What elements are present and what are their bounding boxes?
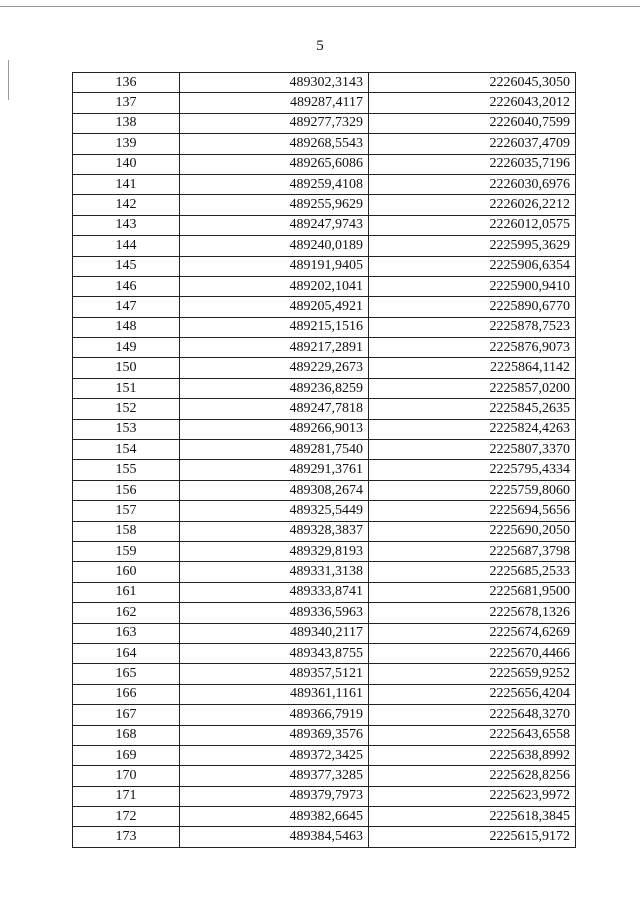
y-coordinate-cell: 2225795,4334 — [369, 460, 576, 480]
x-coordinate-cell: 489343,8755 — [180, 643, 369, 663]
table-row — [73, 256, 576, 276]
table-row — [73, 236, 576, 256]
x-coordinate-cell: 489369,3576 — [180, 725, 369, 745]
table-row — [73, 378, 576, 398]
x-coordinate-cell: 489384,5463 — [180, 827, 369, 847]
y-coordinate-cell: 2226030,6976 — [369, 174, 576, 194]
y-coordinate-cell: 2225690,2050 — [369, 521, 576, 541]
y-coordinate-cell: 2225674,6269 — [369, 623, 576, 643]
y-coordinate-cell: 2225824,4263 — [369, 419, 576, 439]
x-coordinate-cell: 489281,7540 — [180, 440, 369, 460]
point-number-cell: 150 — [73, 358, 180, 378]
y-coordinate-cell: 2226040,7599 — [369, 113, 576, 133]
y-coordinate-cell: 2225694,5656 — [369, 501, 576, 521]
point-number-cell: 164 — [73, 643, 180, 663]
table-row — [73, 113, 576, 133]
point-number-cell: 140 — [73, 154, 180, 174]
y-coordinate-cell: 2226037,4709 — [369, 134, 576, 154]
x-coordinate-cell: 489340,2117 — [180, 623, 369, 643]
y-coordinate-cell: 2226026,2212 — [369, 195, 576, 215]
x-coordinate-cell: 489205,4921 — [180, 297, 369, 317]
table-row — [73, 827, 576, 847]
x-coordinate-cell: 489191,9405 — [180, 256, 369, 276]
table-row — [73, 807, 576, 827]
table-row — [73, 134, 576, 154]
point-number-cell: 141 — [73, 174, 180, 194]
point-number-cell: 161 — [73, 582, 180, 602]
y-coordinate-cell: 2225638,8992 — [369, 745, 576, 765]
table-row — [73, 603, 576, 623]
y-coordinate-cell: 2225890,6770 — [369, 297, 576, 317]
table-row — [73, 276, 576, 296]
table-row — [73, 195, 576, 215]
y-coordinate-cell: 2226045,3050 — [369, 73, 576, 93]
y-coordinate-cell: 2225876,9073 — [369, 338, 576, 358]
point-number-cell: 142 — [73, 195, 180, 215]
x-coordinate-cell: 489268,5543 — [180, 134, 369, 154]
table-row — [73, 643, 576, 663]
x-coordinate-cell: 489302,3143 — [180, 73, 369, 93]
y-coordinate-cell: 2225845,2635 — [369, 399, 576, 419]
y-coordinate-cell: 2225759,8060 — [369, 480, 576, 500]
y-coordinate-cell: 2225995,3629 — [369, 236, 576, 256]
x-coordinate-cell: 489255,9629 — [180, 195, 369, 215]
y-coordinate-cell: 2225681,9500 — [369, 582, 576, 602]
point-number-cell: 168 — [73, 725, 180, 745]
y-coordinate-cell: 2225807,3370 — [369, 440, 576, 460]
x-coordinate-cell: 489333,8741 — [180, 582, 369, 602]
point-number-cell: 149 — [73, 338, 180, 358]
point-number-cell: 144 — [73, 236, 180, 256]
table-row — [73, 562, 576, 582]
y-coordinate-cell: 2225643,6558 — [369, 725, 576, 745]
x-coordinate-cell: 489277,7329 — [180, 113, 369, 133]
point-number-cell: 165 — [73, 664, 180, 684]
x-coordinate-cell: 489366,7919 — [180, 705, 369, 725]
y-coordinate-cell: 2225906,6354 — [369, 256, 576, 276]
point-number-cell: 151 — [73, 378, 180, 398]
y-coordinate-cell: 2225670,4466 — [369, 643, 576, 663]
table-row — [73, 399, 576, 419]
y-coordinate-cell: 2226012,0575 — [369, 215, 576, 235]
x-coordinate-cell: 489291,3761 — [180, 460, 369, 480]
point-number-cell: 136 — [73, 73, 180, 93]
point-number-cell: 170 — [73, 766, 180, 786]
x-coordinate-cell: 489229,2673 — [180, 358, 369, 378]
point-number-cell: 139 — [73, 134, 180, 154]
y-coordinate-cell: 2225618,3845 — [369, 807, 576, 827]
x-coordinate-cell: 489382,6645 — [180, 807, 369, 827]
table-row — [73, 745, 576, 765]
table-row — [73, 73, 576, 93]
x-coordinate-cell: 489259,4108 — [180, 174, 369, 194]
table-row — [73, 684, 576, 704]
point-number-cell: 159 — [73, 541, 180, 561]
point-number-cell: 173 — [73, 827, 180, 847]
point-number-cell: 154 — [73, 440, 180, 460]
x-coordinate-cell: 489325,5449 — [180, 501, 369, 521]
x-coordinate-cell: 489379,7973 — [180, 786, 369, 806]
y-coordinate-cell: 2225628,8256 — [369, 766, 576, 786]
table-row — [73, 440, 576, 460]
point-number-cell: 162 — [73, 603, 180, 623]
x-coordinate-cell: 489236,8259 — [180, 378, 369, 398]
point-number-cell: 171 — [73, 786, 180, 806]
point-number-cell: 147 — [73, 297, 180, 317]
x-coordinate-cell: 489328,3837 — [180, 521, 369, 541]
table-row — [73, 521, 576, 541]
x-coordinate-cell: 489247,7818 — [180, 399, 369, 419]
point-number-cell: 166 — [73, 684, 180, 704]
table-row — [73, 705, 576, 725]
y-coordinate-cell: 2225864,1142 — [369, 358, 576, 378]
point-number-cell: 152 — [73, 399, 180, 419]
point-number-cell: 169 — [73, 745, 180, 765]
point-number-cell: 138 — [73, 113, 180, 133]
table-row — [73, 501, 576, 521]
x-coordinate-cell: 489217,2891 — [180, 338, 369, 358]
x-coordinate-cell: 489329,8193 — [180, 541, 369, 561]
y-coordinate-cell: 2225687,3798 — [369, 541, 576, 561]
table-row — [73, 215, 576, 235]
y-coordinate-cell: 2225615,9172 — [369, 827, 576, 847]
y-coordinate-cell: 2226043,2012 — [369, 93, 576, 113]
x-coordinate-cell: 489361,1161 — [180, 684, 369, 704]
point-number-cell: 172 — [73, 807, 180, 827]
point-number-cell: 163 — [73, 623, 180, 643]
coordinates-table — [72, 72, 576, 848]
point-number-cell: 153 — [73, 419, 180, 439]
y-coordinate-cell: 2225659,9252 — [369, 664, 576, 684]
table-row — [73, 725, 576, 745]
table-row — [73, 786, 576, 806]
y-coordinate-cell: 2225685,2533 — [369, 562, 576, 582]
table-row — [73, 664, 576, 684]
x-coordinate-cell: 489331,3138 — [180, 562, 369, 582]
table-row — [73, 338, 576, 358]
table-row — [73, 317, 576, 337]
table-row — [73, 419, 576, 439]
y-coordinate-cell: 2225678,1326 — [369, 603, 576, 623]
page-number: 5 — [316, 38, 324, 54]
point-number-cell: 145 — [73, 256, 180, 276]
table-row — [73, 541, 576, 561]
x-coordinate-cell: 489215,1516 — [180, 317, 369, 337]
point-number-cell: 157 — [73, 501, 180, 521]
x-coordinate-cell: 489287,4117 — [180, 93, 369, 113]
point-number-cell: 146 — [73, 276, 180, 296]
x-coordinate-cell: 489202,1041 — [180, 276, 369, 296]
x-coordinate-cell: 489357,5121 — [180, 664, 369, 684]
x-coordinate-cell: 489247,9743 — [180, 215, 369, 235]
point-number-cell: 167 — [73, 705, 180, 725]
point-number-cell: 160 — [73, 562, 180, 582]
y-coordinate-cell: 2225900,9410 — [369, 276, 576, 296]
scan-edge-line-top — [0, 6, 640, 7]
y-coordinate-cell: 2225857,0200 — [369, 378, 576, 398]
table-row — [73, 623, 576, 643]
table-row — [73, 480, 576, 500]
x-coordinate-cell: 489266,9013 — [180, 419, 369, 439]
x-coordinate-cell: 489372,3425 — [180, 745, 369, 765]
table-row — [73, 358, 576, 378]
y-coordinate-cell: 2225878,7523 — [369, 317, 576, 337]
table-row — [73, 460, 576, 480]
y-coordinate-cell: 2225648,3270 — [369, 705, 576, 725]
x-coordinate-cell: 489377,3285 — [180, 766, 369, 786]
point-number-cell: 137 — [73, 93, 180, 113]
x-coordinate-cell: 489336,5963 — [180, 603, 369, 623]
y-coordinate-cell: 2225623,9972 — [369, 786, 576, 806]
table-row — [73, 93, 576, 113]
table-row — [73, 766, 576, 786]
point-number-cell: 155 — [73, 460, 180, 480]
table-row — [73, 174, 576, 194]
point-number-cell: 143 — [73, 215, 180, 235]
scan-edge-line-left — [8, 60, 9, 100]
y-coordinate-cell: 2226035,7196 — [369, 154, 576, 174]
table-row — [73, 154, 576, 174]
x-coordinate-cell: 489308,2674 — [180, 480, 369, 500]
x-coordinate-cell: 489265,6086 — [180, 154, 369, 174]
table-row — [73, 582, 576, 602]
point-number-cell: 156 — [73, 480, 180, 500]
point-number-cell: 148 — [73, 317, 180, 337]
table-row — [73, 297, 576, 317]
y-coordinate-cell: 2225656,4204 — [369, 684, 576, 704]
x-coordinate-cell: 489240,0189 — [180, 236, 369, 256]
point-number-cell: 158 — [73, 521, 180, 541]
coordinates-table-body — [73, 73, 576, 848]
